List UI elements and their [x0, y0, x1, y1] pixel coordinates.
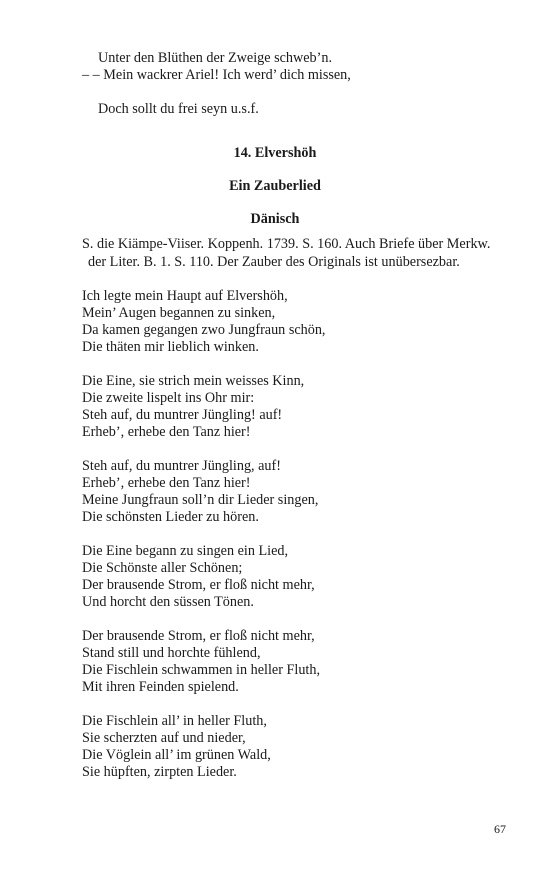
section-origin: Dänisch	[250, 211, 300, 227]
section-title: 14. Elvershöh	[233, 145, 317, 161]
poem-line: Stand still und horchte fühlend,	[82, 645, 261, 661]
poem-line: Steh auf, du muntrer Jüngling! auf!	[82, 407, 283, 423]
poem-line: Der brausende Strom, er floß nicht mehr,	[82, 628, 315, 644]
poem-line: Die Vöglein all’ im grünen Wald,	[82, 747, 271, 763]
poem-line: Erheb’, erhebe den Tanz hier!	[82, 475, 251, 491]
source-note	[82, 235, 507, 271]
poem-line: Der brausende Strom, er floß nicht mehr,	[82, 577, 315, 593]
poem-line: Mein’ Augen begannen zu sinken,	[82, 305, 276, 321]
prev-poem-line: Unter den Blüthen der Zweige schweb’n.	[98, 50, 333, 66]
poem-line: Mit ihren Feinden spielend.	[82, 679, 239, 695]
poem-line: Steh auf, du muntrer Jüngling, auf!	[82, 458, 281, 474]
prev-poem-line: Doch sollt du frei seyn u.s.f.	[98, 101, 259, 117]
section-subtitle: Ein Zauberlied	[229, 178, 321, 194]
poem-line: Meine Jungfraun soll’n dir Lieder singen,	[82, 492, 319, 508]
poem-line: Die Schönste aller Schönen;	[82, 560, 243, 576]
poem-line: Die Fischlein all’ in heller Fluth,	[82, 713, 267, 729]
poem-line: Da kamen gegangen zwo Jungfraun schön,	[82, 322, 326, 338]
poem-line: Und horcht den süssen Tönen.	[82, 594, 254, 610]
poem-line: Sie hüpften, zirpten Lieder.	[82, 764, 237, 780]
poem-line: Sie scherzten auf und nieder,	[82, 730, 246, 746]
poem-line: Erheb’, erhebe den Tanz hier!	[82, 424, 251, 440]
prev-poem-line: – – Mein wackrer Ariel! Ich werd’ dich missen,	[82, 67, 351, 83]
poem-line: Die schönsten Lieder zu hören.	[82, 509, 259, 525]
poem-line: Die zweite lispelt ins Ohr mir:	[82, 390, 255, 406]
poem-line: Ich legte mein Haupt auf Elvershöh,	[82, 288, 288, 304]
source-note-line: S. die Kiämpe-Viiser. Koppenh. 1739. S. 160. Auch Briefe über Merkw.	[82, 236, 491, 252]
poem-line: Die thäten mir lieblich winken.	[82, 339, 259, 355]
poem-line: Die Fischlein schwammen in heller Fluth,	[82, 662, 320, 678]
poem-line: Die Eine begann zu singen ein Lied,	[82, 543, 289, 559]
source-note-line: der Liter. B. 1. S. 110. Der Zauber des Originals ist unübersezbar.	[88, 254, 460, 270]
poem-line: Die Eine, sie strich mein weisses Kinn,	[82, 373, 305, 389]
page-number: 67	[494, 822, 506, 836]
